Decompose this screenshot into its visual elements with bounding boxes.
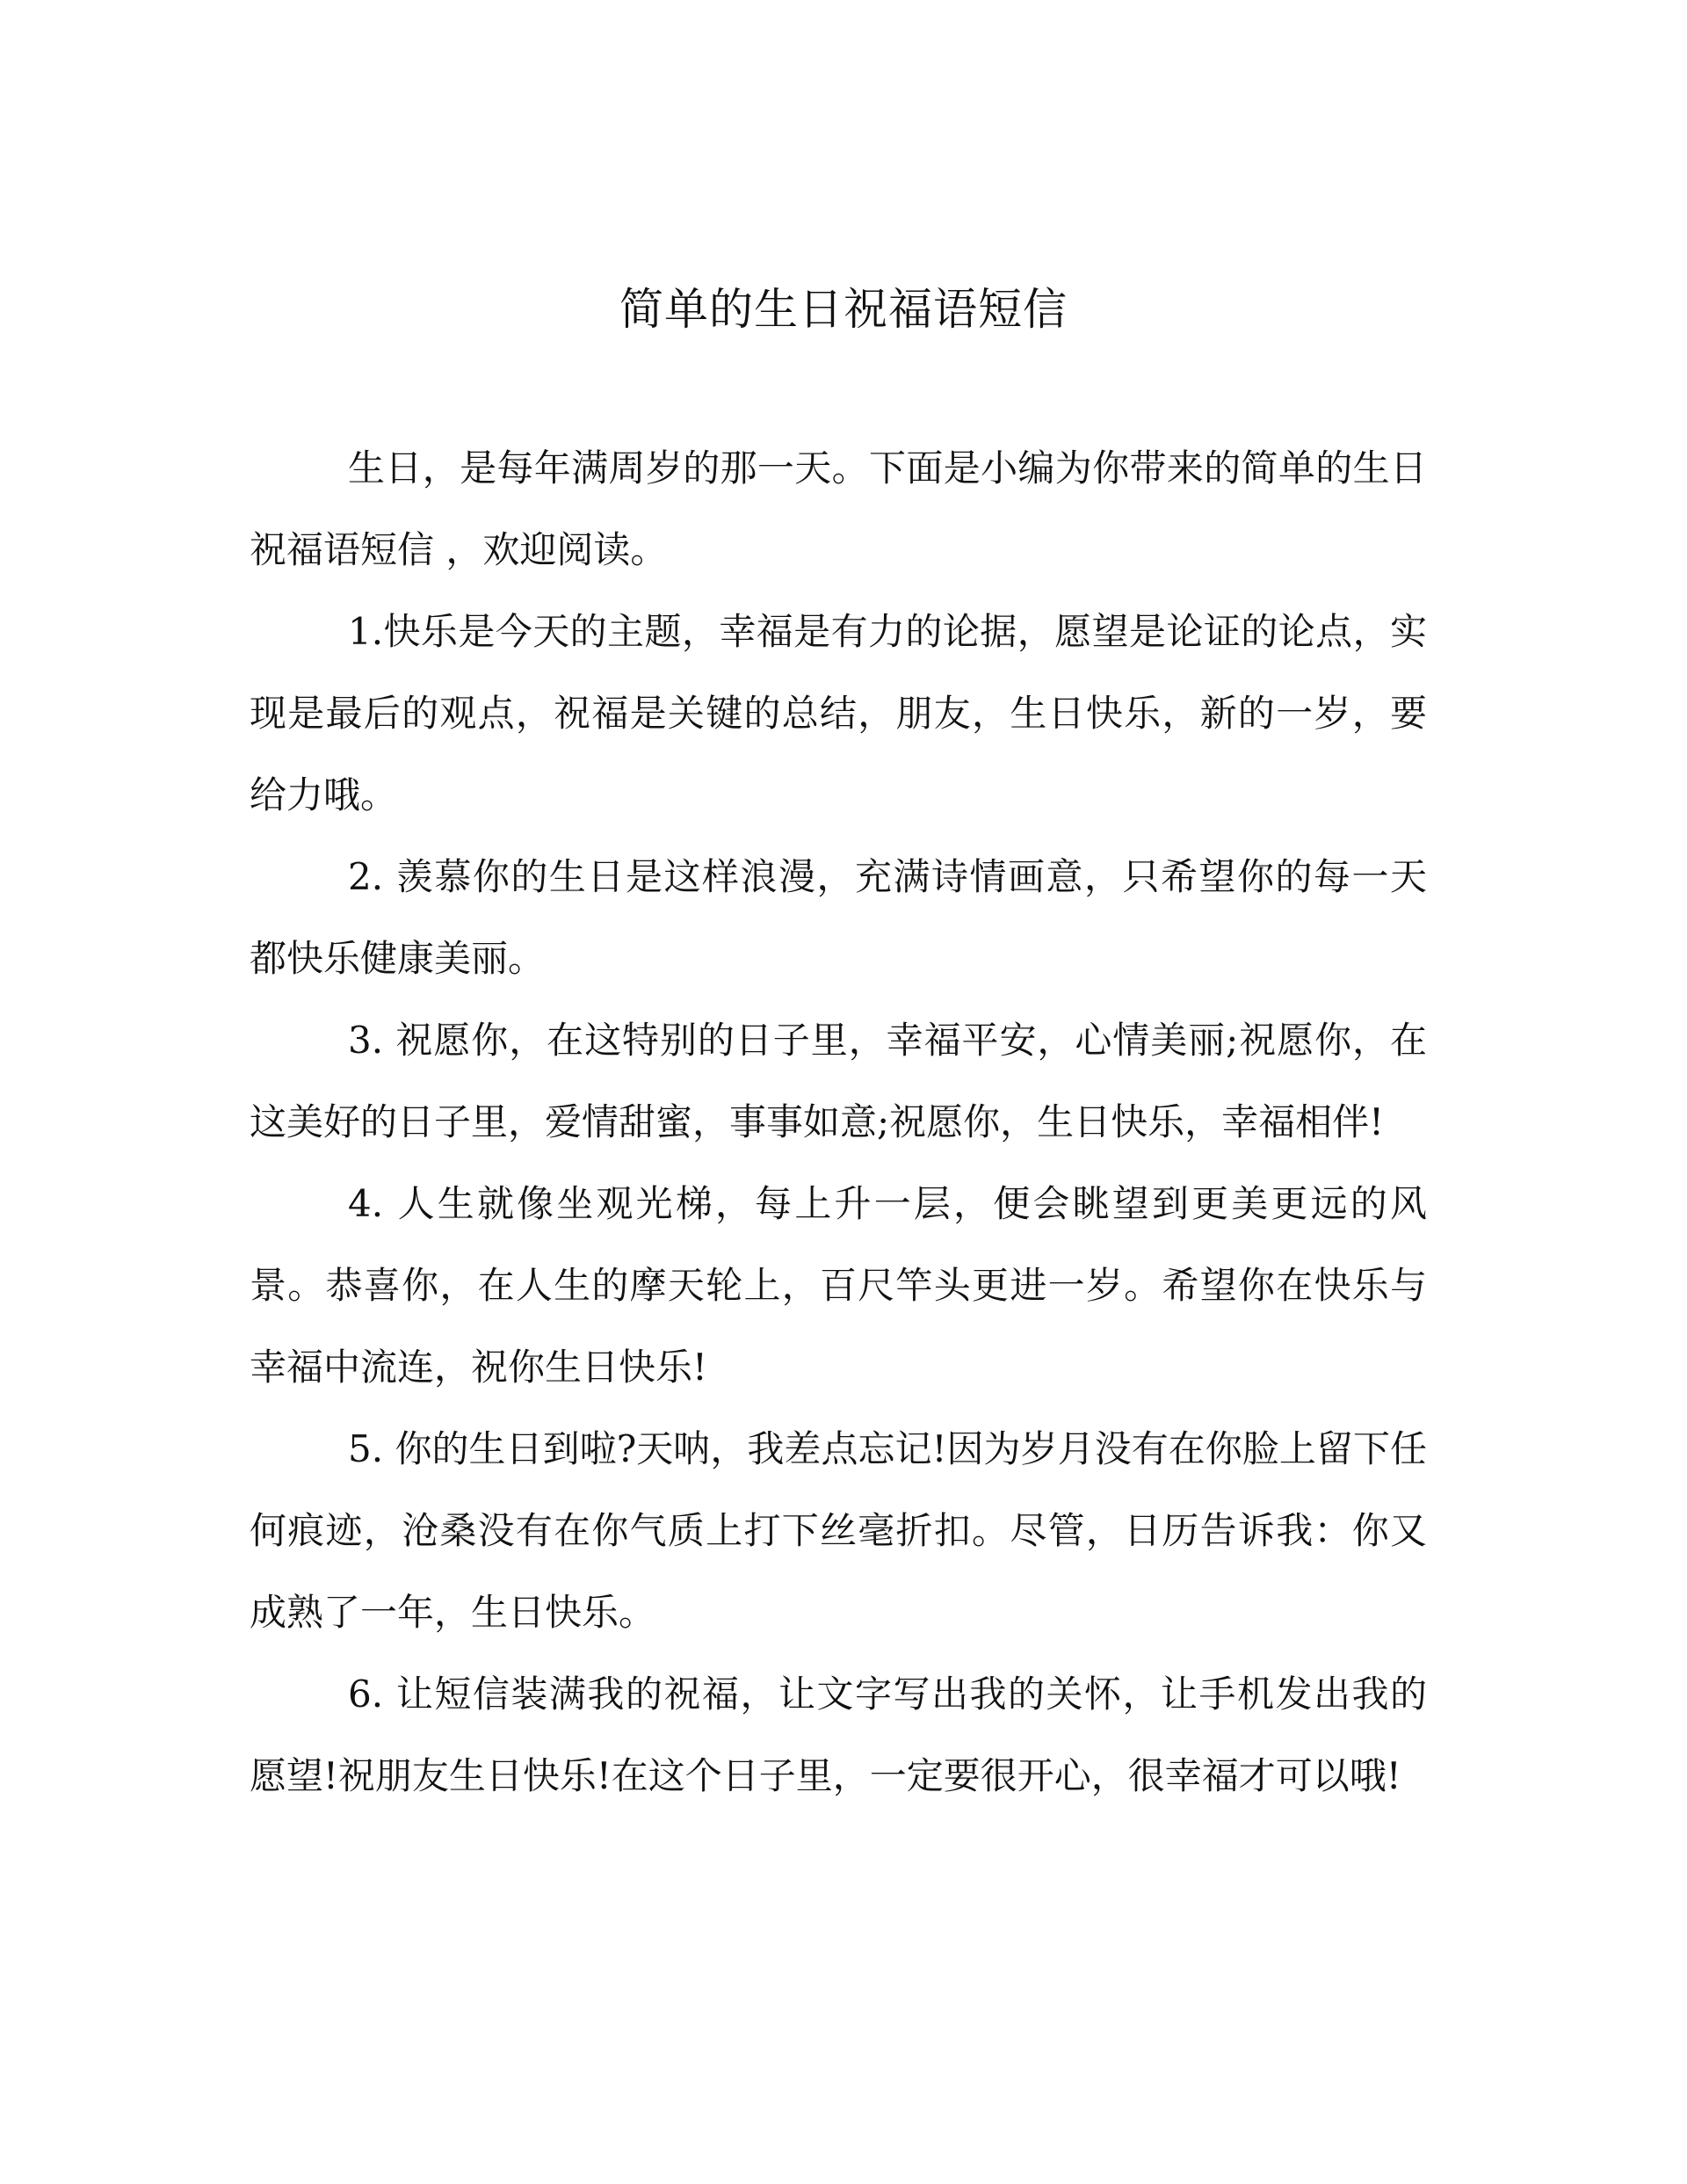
intro-paragraph: 生日，是每年满周岁的那一天。下面是小编为你带来的简单的生日祝福语短信 ，欢迎阅读。 [250,446,1427,571]
wish-paragraph-6: 6. 让短信装满我的祝福，让文字写出我的关怀，让手机发出我的愿望!祝朋友生日快乐!在这个日子里，一定要很开心，很幸福才可以哦! [250,1672,1427,1797]
wish-paragraph-3: 3. 祝愿你，在这特别的日子里，幸福平安，心情美丽;祝愿你，在这美好的日子里，爱情甜蜜，事事如意;祝愿你，生日快乐，幸福相伴! [250,1019,1427,1143]
wish-paragraph-1: 1.快乐是今天的主题，幸福是有力的论据，愿望是论证的论点，实现是最后的观点，祝福是关键的总结，朋友，生日快乐，新的一岁，要给力哦。 [250,610,1427,816]
wish-paragraph-2: 2. 羡慕你的生日是这样浪漫，充满诗情画意，只希望你的每一天都快乐健康美丽。 [250,855,1427,980]
wish-paragraph-5: 5. 你的生日到啦?天呐，我差点忘记!因为岁月没有在你脸上留下任何痕迹，沧桑没有在你气质上打下丝毫折扣。尽管，日历告诉我：你又成熟了一年，生日快乐。 [250,1427,1427,1634]
document-body [250,427,1427,1817]
document-title: 简单的生日祝福语短信 [619,284,1068,335]
wish-paragraph-4: 4. 人生就像坐观光梯，每上升一层，便会眺望到更美更远的风景。恭喜你，在人生的摩天轮上，百尺竿头更进一岁。希望你在快乐与幸福中流连，祝你生日快乐! [250,1182,1427,1389]
